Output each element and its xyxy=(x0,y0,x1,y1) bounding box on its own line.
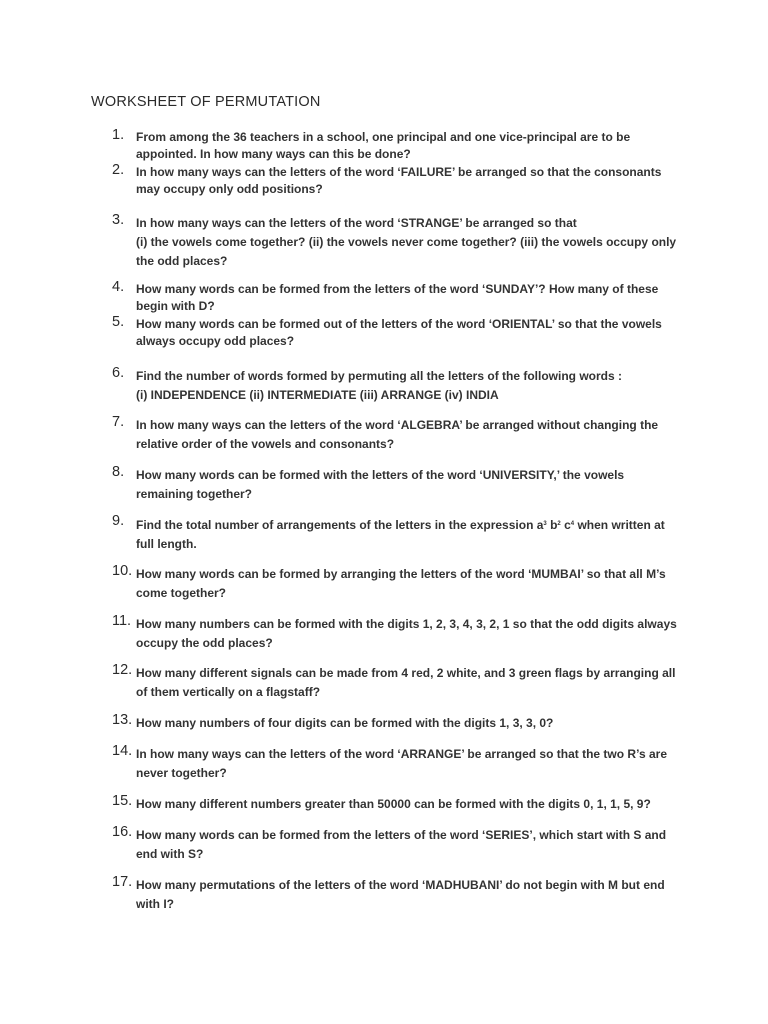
exponent: 4 xyxy=(570,521,575,527)
question-line: always occupy odd places? xyxy=(136,334,295,348)
question-text xyxy=(136,714,684,733)
question-number: 12. xyxy=(112,662,133,678)
question-number: 9. xyxy=(112,513,125,529)
question-number: 5. xyxy=(112,314,125,330)
question-line: In how many ways can the letters of the word ‘ARRANGE’ be arranged so that the two R’s are xyxy=(136,747,667,761)
question-line: How many words can be formed with the letters of the word ‘UNIVERSITY,’ the vowels xyxy=(136,468,625,482)
question-line: occupy the odd places? xyxy=(136,636,273,650)
question-fragment: b xyxy=(546,518,558,532)
question-text xyxy=(136,664,684,702)
question-line: How many different numbers greater than 50000 can be formed with the digits 0, 1, 1, 5, 9? xyxy=(136,797,651,811)
question-line: How many different signals can be made from 4 red, 2 white, and 3 green flags by arranging all xyxy=(136,666,676,680)
question-line xyxy=(136,515,684,535)
question-line: In how many ways can the letters of the word ‘ALGEBRA’ be arranged without changing the xyxy=(136,418,659,432)
question-text xyxy=(136,214,684,271)
question-line: the odd places? xyxy=(136,254,228,268)
question-number: 13. xyxy=(112,712,133,728)
exponent: 2 xyxy=(557,521,561,527)
question-line: (i) the vowels come together? (ii) the vowels never come together? (iii) the vowels occupy only xyxy=(136,235,677,249)
question-number: 16. xyxy=(112,824,133,840)
question-line: How many words can be formed out of the letters of the word ‘ORIENTAL’ so that the vowels xyxy=(136,317,662,331)
question-line: of them vertically on a flagstaff? xyxy=(136,685,321,699)
question-line: How many permutations of the letters of the word ‘MADHUBANI’ do not begin with M but end xyxy=(136,878,665,892)
question-line: never together? xyxy=(136,766,227,780)
question-line: How many words can be formed from the letters of the word ‘SERIES’, which start with S and xyxy=(136,828,667,842)
question-text xyxy=(136,795,684,814)
question-line: How many numbers can be formed with the digits 1, 2, 3, 4, 3, 2, 1 so that the odd digits always xyxy=(136,617,677,631)
question-line: How many numbers of four digits can be formed with the digits 1, 3, 3, 0? xyxy=(136,716,554,730)
question-text xyxy=(136,745,684,783)
question-number: 7. xyxy=(112,414,125,430)
question-number: 2. xyxy=(112,162,125,178)
question-text xyxy=(136,515,684,554)
question-line: come together? xyxy=(136,586,227,600)
question-line: relative order of the vowels and consonants? xyxy=(136,437,395,451)
question-line: Find the number of words formed by permuting all the letters of the following words : xyxy=(136,369,623,383)
question-line: How many words can be formed from the letters of the word ‘SUNDAY’? How many of these xyxy=(136,282,659,296)
question-fragment: c xyxy=(560,518,571,532)
question-number: 10. xyxy=(112,563,133,579)
question-text xyxy=(136,316,684,350)
question-line: appointed. In how many ways can this be done? xyxy=(136,147,411,161)
question-number: 8. xyxy=(112,464,125,480)
question-number: 17. xyxy=(112,874,133,890)
question-text xyxy=(136,416,684,454)
question-line: (i) INDEPENDENCE (ii) INTERMEDIATE (iii) ARRANGE (iv) INDIA xyxy=(136,388,499,402)
question-fragment: when written at xyxy=(574,518,665,532)
question-number: 11. xyxy=(112,613,132,629)
question-text xyxy=(136,876,684,914)
question-line: end with S? xyxy=(136,847,204,861)
question-text xyxy=(136,367,684,405)
question-line: From among the 36 teachers in a school, one principal and one vice-principal are to be xyxy=(136,130,631,144)
question-text xyxy=(136,615,684,653)
question-line: In how many ways can the letters of the word ‘STRANGE’ be arranged so that xyxy=(136,216,577,230)
question-line: begin with D? xyxy=(136,299,215,313)
question-number: 4. xyxy=(112,279,125,295)
worksheet-title: WORKSHEET OF PERMUTATION xyxy=(91,94,321,110)
question-line: with I? xyxy=(136,897,174,911)
question-line: full length. xyxy=(136,537,197,551)
question-line: How many words can be formed by arranging the letters of the word ‘MUMBAI’ so that all M’s xyxy=(136,567,666,581)
question-text xyxy=(136,826,684,864)
question-text xyxy=(136,164,684,198)
question-number: 1. xyxy=(112,127,125,143)
question-line: remaining together? xyxy=(136,487,253,501)
question-line: In how many ways can the letters of the word ‘FAILURE’ be arranged so that the consonants xyxy=(136,165,662,179)
question-text xyxy=(136,565,684,603)
question-number: 15. xyxy=(112,793,133,809)
question-line: may occupy only odd positions? xyxy=(136,182,323,196)
question-text xyxy=(136,281,684,315)
question-number: 6. xyxy=(112,365,125,381)
question-text xyxy=(136,129,684,163)
exponent: 3 xyxy=(543,521,547,527)
question-fragment: Find the total number of arrangements of the letters in the expression a xyxy=(136,518,544,532)
question-number: 3. xyxy=(112,212,125,228)
question-number: 14. xyxy=(112,743,133,759)
question-text xyxy=(136,466,684,504)
